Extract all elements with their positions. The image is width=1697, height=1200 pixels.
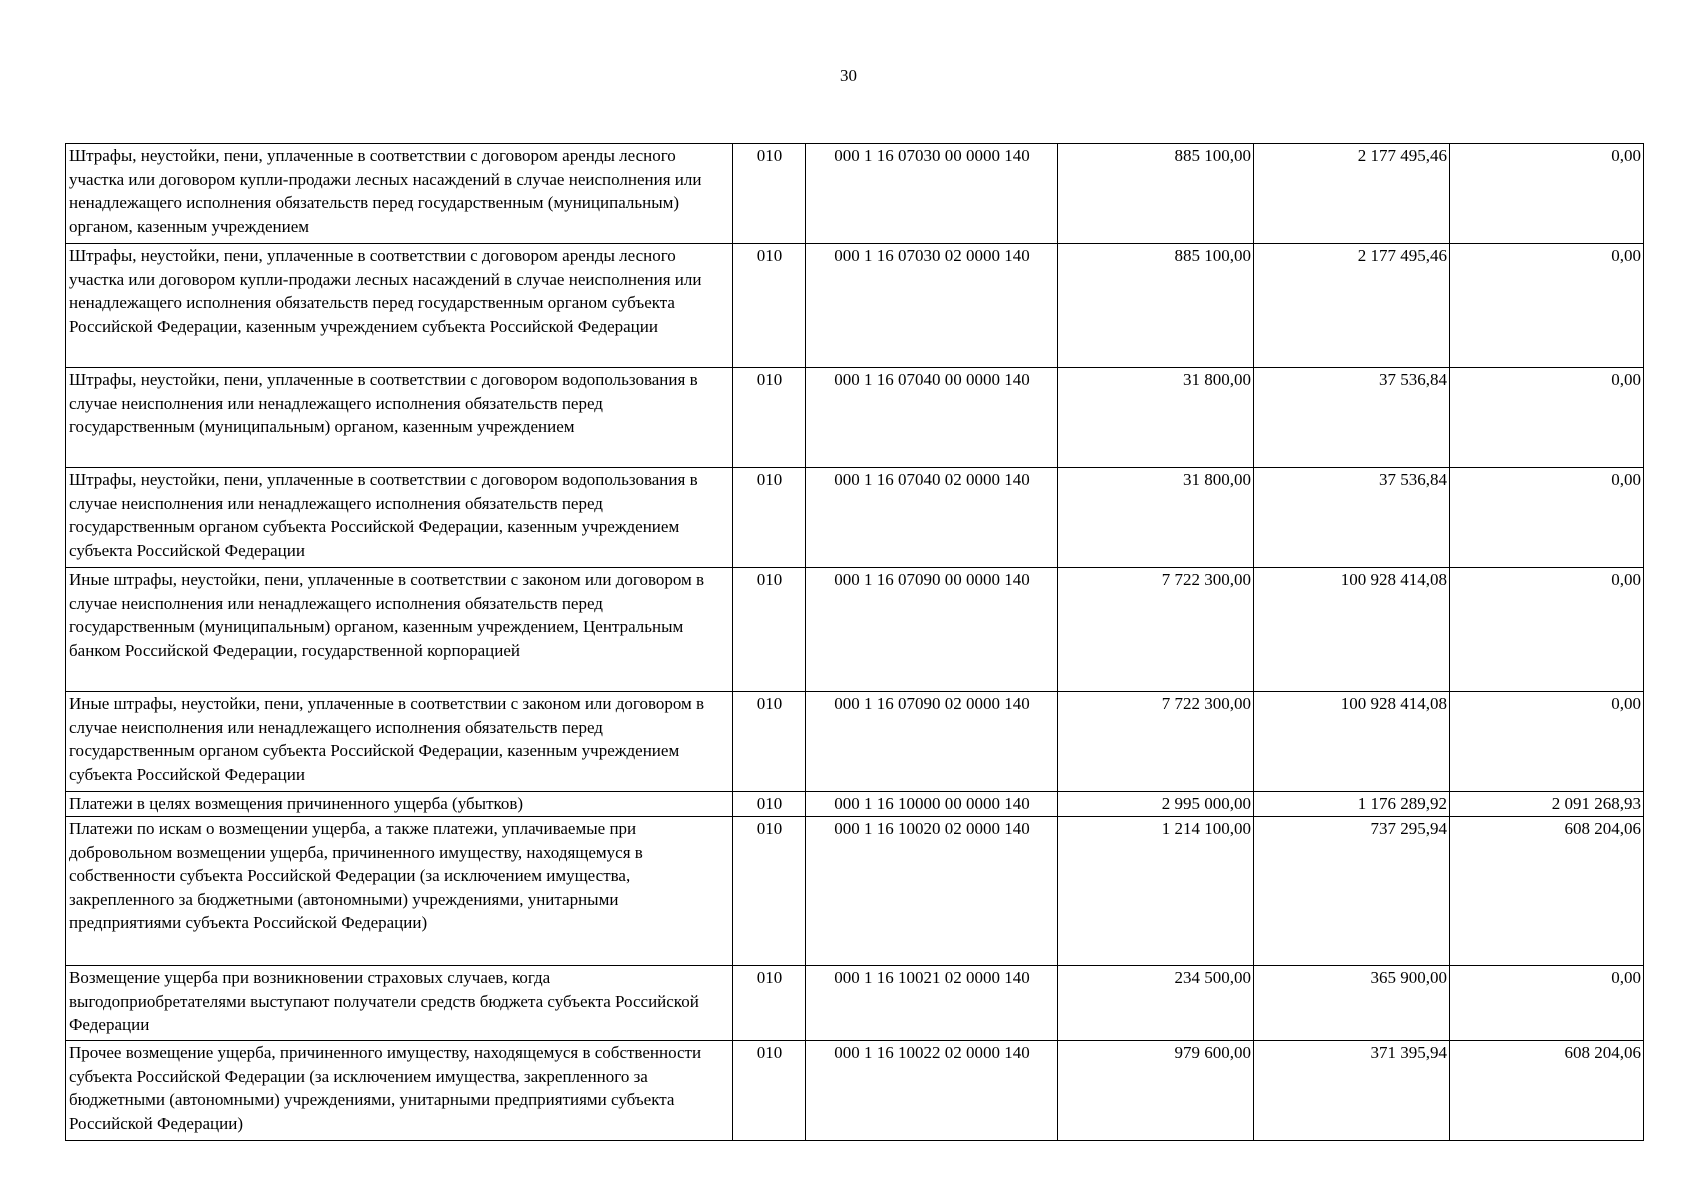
- table-row: [66, 1041, 1644, 1141]
- row-budget-code: 000 1 16 07090 00 0000 140: [806, 568, 1058, 692]
- table-row: [66, 468, 1644, 568]
- row-value-1: 2 995 000,00: [1058, 792, 1254, 817]
- page-number: 30: [840, 66, 857, 85]
- row-value-1: 7 722 300,00: [1058, 692, 1254, 792]
- row-admin-code: 010: [733, 468, 806, 568]
- row-value-2: 37 536,84: [1254, 368, 1450, 468]
- row-budget-code: 000 1 16 10020 02 0000 140: [806, 817, 1058, 966]
- row-value-3: 608 204,06: [1450, 817, 1644, 966]
- row-value-2: 737 295,94: [1254, 817, 1450, 966]
- row-value-1: 979 600,00: [1058, 1041, 1254, 1141]
- row-budget-code: 000 1 16 07040 00 0000 140: [806, 368, 1058, 468]
- row-name: Иные штрафы, неустойки, пени, уплаченные в соответствии с законом или договором в случае неисполнения или ненадлежащего исполнения обязательств перед государственным (муниципальным) органом, казенным учреждением, Центральным банком Российской Федерации, государственной корпорацией: [66, 568, 733, 692]
- revenue-table: [65, 143, 1644, 1141]
- row-admin-code: 010: [733, 144, 806, 244]
- row-value-2: 100 928 414,08: [1254, 692, 1450, 792]
- row-name: Штрафы, неустойки, пени, уплаченные в соответствии с договором водопользования в случае неисполнения или ненадлежащего исполнения обязательств перед государственным органом субъекта Российской Федерации, казенным учреждением субъекта Российской Федерации: [66, 468, 733, 568]
- row-value-1: 1 214 100,00: [1058, 817, 1254, 966]
- row-value-1: 885 100,00: [1058, 144, 1254, 244]
- row-value-1: 234 500,00: [1058, 966, 1254, 1041]
- row-admin-code: 010: [733, 244, 806, 368]
- row-value-1: 7 722 300,00: [1058, 568, 1254, 692]
- row-value-3: 608 204,06: [1450, 1041, 1644, 1141]
- table-row: [66, 368, 1644, 468]
- row-value-3: 0,00: [1450, 368, 1644, 468]
- row-admin-code: 010: [733, 1041, 806, 1141]
- table-row: [66, 692, 1644, 792]
- row-value-2: 365 900,00: [1254, 966, 1450, 1041]
- row-value-3: 0,00: [1450, 468, 1644, 568]
- row-value-3: 2 091 268,93: [1450, 792, 1644, 817]
- row-value-1: 31 800,00: [1058, 368, 1254, 468]
- row-value-1: 885 100,00: [1058, 244, 1254, 368]
- row-value-3: 0,00: [1450, 966, 1644, 1041]
- row-name: Возмещение ущерба при возникновении страховых случаев, когда выгодоприобретателями выступают получатели средств бюджета субъекта Российской Федерации: [66, 966, 733, 1041]
- row-admin-code: 010: [733, 692, 806, 792]
- row-value-2: 2 177 495,46: [1254, 144, 1450, 244]
- row-value-3: 0,00: [1450, 692, 1644, 792]
- row-value-2: 37 536,84: [1254, 468, 1450, 568]
- table-row: [66, 244, 1644, 368]
- row-value-2: 371 395,94: [1254, 1041, 1450, 1141]
- row-budget-code: 000 1 16 10000 00 0000 140: [806, 792, 1058, 817]
- row-budget-code: 000 1 16 07040 02 0000 140: [806, 468, 1058, 568]
- table-row: [66, 144, 1644, 244]
- row-value-1: 31 800,00: [1058, 468, 1254, 568]
- row-name: Штрафы, неустойки, пени, уплаченные в соответствии с договором водопользования в случае неисполнения или ненадлежащего исполнения обязательств перед государственным (муниципальным) органом, казенным учреждением: [66, 368, 733, 468]
- row-value-3: 0,00: [1450, 568, 1644, 692]
- table-row: [66, 792, 1644, 817]
- row-budget-code: 000 1 16 07030 02 0000 140: [806, 244, 1058, 368]
- row-admin-code: 010: [733, 817, 806, 966]
- row-admin-code: 010: [733, 368, 806, 468]
- row-name: Штрафы, неустойки, пени, уплаченные в соответствии с договором аренды лесного участка или договором купли-продажи лесных насаждений в случае неисполнения или ненадлежащего исполнения обязательств перед государственным органом субъекта Российской Федерации, казенным учреждением субъекта Российской Федерации: [66, 244, 733, 368]
- row-admin-code: 010: [733, 568, 806, 692]
- row-name: Платежи по искам о возмещении ущерба, а также платежи, уплачиваемые при добровольном возмещении ущерба, причиненного имуществу, находящемуся в собственности субъекта Российской Федерации (за исключением имущества, закрепленного за бюджетными (автономными) учреждениями, унитарными предприятиями субъекта Российской Федерации): [66, 817, 733, 966]
- row-name: Штрафы, неустойки, пени, уплаченные в соответствии с договором аренды лесного участка или договором купли-продажи лесных насаждений в случае неисполнения или ненадлежащего исполнения обязательств перед государственным (муниципальным) органом, казенным учреждением: [66, 144, 733, 244]
- row-admin-code: 010: [733, 792, 806, 817]
- row-value-3: 0,00: [1450, 144, 1644, 244]
- row-name: Иные штрафы, неустойки, пени, уплаченные в соответствии с законом или договором в случае неисполнения или ненадлежащего исполнения обязательств перед государственным органом субъекта Российской Федерации, казенным учреждением субъекта Российской Федерации: [66, 692, 733, 792]
- row-value-3: 0,00: [1450, 244, 1644, 368]
- row-budget-code: 000 1 16 07030 00 0000 140: [806, 144, 1058, 244]
- row-budget-code: 000 1 16 10022 02 0000 140: [806, 1041, 1058, 1141]
- table-row: [66, 966, 1644, 1041]
- row-value-2: 2 177 495,46: [1254, 244, 1450, 368]
- table-row: [66, 817, 1644, 966]
- table-row: [66, 568, 1644, 692]
- row-name: Прочее возмещение ущерба, причиненного имуществу, находящемуся в собственности субъекта Российской Федерации (за исключением имущества, закрепленного за бюджетными (автономными) учреждениями, унитарными предприятиями субъекта Российской Федерации): [66, 1041, 733, 1141]
- row-value-2: 1 176 289,92: [1254, 792, 1450, 817]
- row-name: Платежи в целях возмещения причиненного ущерба (убытков): [66, 792, 733, 817]
- row-budget-code: 000 1 16 10021 02 0000 140: [806, 966, 1058, 1041]
- row-admin-code: 010: [733, 966, 806, 1041]
- row-budget-code: 000 1 16 07090 02 0000 140: [806, 692, 1058, 792]
- row-value-2: 100 928 414,08: [1254, 568, 1450, 692]
